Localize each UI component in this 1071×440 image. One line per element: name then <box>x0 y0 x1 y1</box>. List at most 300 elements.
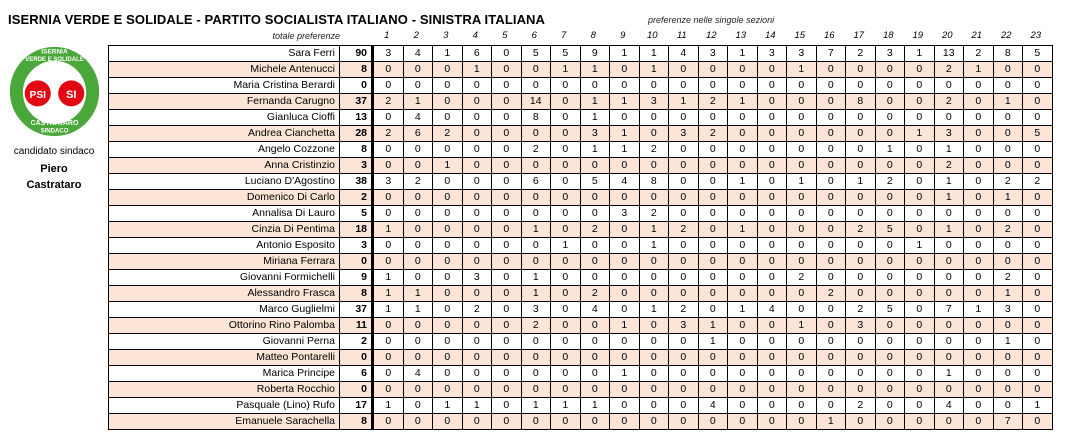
si-logo-text: SI <box>65 89 77 102</box>
section-value-cell: 0 <box>728 110 758 126</box>
section-value-cell: 0 <box>580 382 610 398</box>
section-value-cell: 0 <box>669 206 699 222</box>
section-value-cell: 1 <box>639 238 669 254</box>
section-value-cell: 0 <box>816 78 846 94</box>
total-cell: 8 <box>340 414 373 430</box>
section-value-cell: 0 <box>934 238 964 254</box>
section-value-cell: 0 <box>492 126 522 142</box>
section-value-cell: 0 <box>639 158 669 174</box>
section-value-cell: 2 <box>993 222 1023 238</box>
section-value-cell: 6 <box>462 46 492 62</box>
section-value-cell: 0 <box>728 190 758 206</box>
section-value-cell: 0 <box>816 238 846 254</box>
section-value-cell: 2 <box>433 126 463 142</box>
section-value-cell: 0 <box>492 414 522 430</box>
section-value-cell: 0 <box>875 206 905 222</box>
table-row <box>109 110 1053 126</box>
section-value-cell: 0 <box>403 318 433 334</box>
table-row <box>109 254 1053 270</box>
section-value-cell: 0 <box>757 78 787 94</box>
section-value-cell: 0 <box>551 78 581 94</box>
section-value-cell: 0 <box>964 414 994 430</box>
section-value-cell: 1 <box>639 222 669 238</box>
section-value-cell: 0 <box>964 206 994 222</box>
section-value-cell: 0 <box>846 366 876 382</box>
section-value-cell: 0 <box>551 190 581 206</box>
section-value-cell: 1 <box>846 174 876 190</box>
section-value-cell: 3 <box>993 302 1023 318</box>
section-value-cell: 1 <box>580 142 610 158</box>
section-value-cell: 0 <box>492 350 522 366</box>
section-value-cell: 0 <box>433 350 463 366</box>
section-value-cell: 0 <box>610 334 640 350</box>
section-value-cell: 1 <box>551 238 581 254</box>
section-value-cell: 0 <box>1023 270 1053 286</box>
section-value-cell: 0 <box>816 190 846 206</box>
section-value-cell: 1 <box>433 158 463 174</box>
section-value-cell: 0 <box>580 254 610 270</box>
total-cell: 90 <box>340 46 373 62</box>
section-value-cell: 1 <box>993 334 1023 350</box>
section-number: 21 <box>971 30 983 41</box>
section-value-cell: 0 <box>580 190 610 206</box>
section-value-cell: 0 <box>669 174 699 190</box>
section-value-cell: 4 <box>403 366 433 382</box>
candidate-name-cell: Gianluca Cioffi <box>109 110 340 126</box>
section-number: 18 <box>882 30 894 41</box>
table-row <box>109 126 1053 142</box>
section-value-cell: 0 <box>403 334 433 350</box>
section-value-cell: 0 <box>433 190 463 206</box>
section-value-cell: 0 <box>669 158 699 174</box>
section-value-cell: 3 <box>875 46 905 62</box>
section-value-cell: 0 <box>964 350 994 366</box>
section-value-cell: 0 <box>875 286 905 302</box>
total-cell: 3 <box>340 158 373 174</box>
section-value-cell: 0 <box>875 366 905 382</box>
section-value-cell: 0 <box>551 94 581 110</box>
section-value-cell: 0 <box>373 350 404 366</box>
section-value-cell: 1 <box>521 398 551 414</box>
section-value-cell: 0 <box>816 382 846 398</box>
section-value-cell: 0 <box>580 318 610 334</box>
section-value-cell: 0 <box>787 126 817 142</box>
candidate-name-cell: Matteo Pontarelli <box>109 350 340 366</box>
section-value-cell: 0 <box>934 270 964 286</box>
candidate-name-cell: Marica Principe <box>109 366 340 382</box>
section-value-cell: 0 <box>492 142 522 158</box>
section-value-cell: 1 <box>373 302 404 318</box>
section-value-cell: 0 <box>433 414 463 430</box>
section-value-cell: 0 <box>757 158 787 174</box>
table-row <box>109 366 1053 382</box>
table-row <box>109 302 1053 318</box>
section-value-cell: 0 <box>816 94 846 110</box>
section-value-cell: 1 <box>580 62 610 78</box>
section-value-cell: 0 <box>698 78 728 94</box>
section-value-cell: 0 <box>816 318 846 334</box>
section-value-cell: 0 <box>1023 286 1053 302</box>
section-value-cell: 0 <box>669 254 699 270</box>
candidate-name-cell: Annalisa Di Lauro <box>109 206 340 222</box>
candidate-name-cell: Pasquale (Lino) Rufo <box>109 398 340 414</box>
section-value-cell: 1 <box>728 94 758 110</box>
section-value-cell: 2 <box>816 286 846 302</box>
section-value-cell: 1 <box>639 62 669 78</box>
section-value-cell: 0 <box>698 158 728 174</box>
table-row <box>109 94 1053 110</box>
section-value-cell: 7 <box>934 302 964 318</box>
section-number: 10 <box>646 30 658 41</box>
section-value-cell: 0 <box>462 334 492 350</box>
section-value-cell: 0 <box>462 190 492 206</box>
section-value-cell: 0 <box>757 334 787 350</box>
section-value-cell: 1 <box>610 318 640 334</box>
section-value-cell: 0 <box>521 62 551 78</box>
section-value-cell: 9 <box>580 46 610 62</box>
section-value-cell: 0 <box>816 254 846 270</box>
section-value-cell: 4 <box>669 46 699 62</box>
section-value-cell: 0 <box>492 270 522 286</box>
section-value-cell: 0 <box>639 334 669 350</box>
section-value-cell: 0 <box>905 110 935 126</box>
section-value-cell: 0 <box>462 142 492 158</box>
section-value-cell: 0 <box>698 414 728 430</box>
candidate-name-cell: Alessandro Frasca <box>109 286 340 302</box>
total-cell: 8 <box>340 286 373 302</box>
section-value-cell: 0 <box>846 350 876 366</box>
section-value-cell: 0 <box>846 270 876 286</box>
section-value-cell: 0 <box>728 206 758 222</box>
section-value-cell: 0 <box>551 126 581 142</box>
section-value-cell: 0 <box>1023 254 1053 270</box>
section-value-cell: 0 <box>993 254 1023 270</box>
total-cell: 18 <box>340 222 373 238</box>
section-value-cell: 0 <box>728 142 758 158</box>
section-value-cell: 0 <box>403 78 433 94</box>
total-cell: 0 <box>340 78 373 94</box>
section-value-cell: 0 <box>934 286 964 302</box>
section-value-cell: 0 <box>1023 94 1053 110</box>
section-value-cell: 2 <box>639 206 669 222</box>
section-value-cell: 0 <box>757 94 787 110</box>
section-value-cell: 0 <box>1023 238 1053 254</box>
section-number: 8 <box>590 30 596 41</box>
section-value-cell: 0 <box>698 254 728 270</box>
section-value-cell: 0 <box>462 254 492 270</box>
section-value-cell: 0 <box>905 286 935 302</box>
table-row <box>109 382 1053 398</box>
section-value-cell: 1 <box>551 398 581 414</box>
section-value-cell: 0 <box>403 270 433 286</box>
section-value-cell: 0 <box>373 238 404 254</box>
section-value-cell: 0 <box>492 190 522 206</box>
section-value-cell: 2 <box>639 142 669 158</box>
candidate-first-name: Piero <box>40 163 68 175</box>
section-value-cell: 0 <box>757 174 787 190</box>
section-value-cell: 0 <box>610 350 640 366</box>
total-cell: 8 <box>340 62 373 78</box>
section-value-cell: 0 <box>934 414 964 430</box>
section-value-cell: 0 <box>580 350 610 366</box>
section-value-cell: 0 <box>669 414 699 430</box>
section-value-cell: 4 <box>580 302 610 318</box>
section-value-cell: 0 <box>698 238 728 254</box>
section-value-cell: 0 <box>403 254 433 270</box>
candidate-name-cell: Domenico Di Carlo <box>109 190 340 206</box>
section-value-cell: 0 <box>757 190 787 206</box>
section-value-cell: 0 <box>728 398 758 414</box>
section-value-cell: 0 <box>964 190 994 206</box>
section-value-cell: 0 <box>728 334 758 350</box>
section-value-cell: 0 <box>757 382 787 398</box>
section-value-cell: 0 <box>403 398 433 414</box>
section-value-cell: 0 <box>462 238 492 254</box>
section-value-cell: 0 <box>787 414 817 430</box>
section-value-cell: 0 <box>934 318 964 334</box>
section-value-cell: 0 <box>1023 334 1053 350</box>
section-value-cell: 3 <box>698 46 728 62</box>
section-value-cell: 0 <box>934 350 964 366</box>
section-value-cell: 2 <box>964 46 994 62</box>
section-value-cell: 0 <box>1023 78 1053 94</box>
section-value-cell: 0 <box>669 190 699 206</box>
section-value-cell: 0 <box>521 414 551 430</box>
section-value-cell: 0 <box>580 334 610 350</box>
total-cell: 17 <box>340 398 373 414</box>
section-value-cell: 0 <box>521 206 551 222</box>
section-value-cell: 0 <box>462 110 492 126</box>
table-row <box>109 414 1053 430</box>
section-value-cell: 0 <box>610 238 640 254</box>
section-value-cell: 0 <box>846 142 876 158</box>
total-header: totale preferenze <box>272 31 340 41</box>
table-row <box>109 206 1053 222</box>
section-value-cell: 0 <box>816 334 846 350</box>
section-value-cell: 0 <box>964 382 994 398</box>
section-value-cell: 0 <box>698 302 728 318</box>
section-value-cell: 0 <box>846 190 876 206</box>
section-value-cell: 0 <box>433 382 463 398</box>
section-number: 4 <box>472 30 478 41</box>
section-value-cell: 0 <box>993 78 1023 94</box>
section-value-cell: 0 <box>373 78 404 94</box>
section-value-cell: 2 <box>669 302 699 318</box>
section-value-cell: 0 <box>1023 302 1053 318</box>
section-value-cell: 0 <box>934 110 964 126</box>
section-value-cell: 0 <box>1023 222 1053 238</box>
section-value-cell: 1 <box>934 366 964 382</box>
section-value-cell: 0 <box>492 318 522 334</box>
section-value-cell: 1 <box>521 222 551 238</box>
section-value-cell: 0 <box>669 350 699 366</box>
section-value-cell: 0 <box>816 62 846 78</box>
section-value-cell: 0 <box>757 270 787 286</box>
section-value-cell: 0 <box>551 414 581 430</box>
candidate-name-cell: Anna Cristinzio <box>109 158 340 174</box>
section-value-cell: 0 <box>905 190 935 206</box>
section-value-cell: 3 <box>521 302 551 318</box>
page-title: ISERNIA VERDE E SOLIDALE - PARTITO SOCIALISTA ITALIANO - SINISTRA ITALIANA <box>8 12 546 27</box>
section-value-cell: 0 <box>492 222 522 238</box>
section-value-cell: 0 <box>669 382 699 398</box>
section-value-cell: 0 <box>551 366 581 382</box>
section-value-cell: 0 <box>993 62 1023 78</box>
section-value-cell: 0 <box>816 110 846 126</box>
section-value-cell: 0 <box>551 222 581 238</box>
section-value-cell: 0 <box>610 222 640 238</box>
section-value-cell: 0 <box>433 366 463 382</box>
section-value-cell: 2 <box>846 46 876 62</box>
section-value-cell: 8 <box>639 174 669 190</box>
section-value-cell: 1 <box>521 270 551 286</box>
section-value-cell: 0 <box>610 302 640 318</box>
section-value-cell: 0 <box>373 110 404 126</box>
section-value-cell: 0 <box>846 286 876 302</box>
section-value-cell: 1 <box>639 46 669 62</box>
section-value-cell: 0 <box>698 350 728 366</box>
section-value-cell: 0 <box>462 222 492 238</box>
section-number: 23 <box>1030 30 1042 41</box>
section-value-cell: 5 <box>1023 46 1053 62</box>
section-value-cell: 0 <box>462 318 492 334</box>
section-value-cell: 0 <box>934 206 964 222</box>
section-value-cell: 0 <box>728 238 758 254</box>
section-value-cell: 0 <box>551 110 581 126</box>
section-number: 12 <box>705 30 717 41</box>
total-cell: 3 <box>340 238 373 254</box>
total-cell: 28 <box>340 126 373 142</box>
section-value-cell: 0 <box>551 254 581 270</box>
section-value-cell: 0 <box>905 142 935 158</box>
candidate-name-cell: Andrea Cianchetta <box>109 126 340 142</box>
section-value-cell: 0 <box>373 62 404 78</box>
section-value-cell: 0 <box>521 350 551 366</box>
section-value-cell: 0 <box>698 110 728 126</box>
section-value-cell: 0 <box>433 78 463 94</box>
section-value-cell: 1 <box>403 302 433 318</box>
section-value-cell: 0 <box>639 382 669 398</box>
section-value-cell: 1 <box>669 94 699 110</box>
section-value-cell: 0 <box>610 382 640 398</box>
candidate-name-cell: Sara Ferri <box>109 46 340 62</box>
section-value-cell: 0 <box>905 270 935 286</box>
section-value-cell: 1 <box>580 94 610 110</box>
total-cell: 38 <box>340 174 373 190</box>
section-value-cell: 13 <box>934 46 964 62</box>
section-value-cell: 0 <box>580 238 610 254</box>
section-value-cell: 1 <box>993 286 1023 302</box>
section-value-cell: 0 <box>669 270 699 286</box>
section-value-cell: 0 <box>728 126 758 142</box>
section-value-cell: 0 <box>551 206 581 222</box>
section-value-cell: 0 <box>373 190 404 206</box>
section-value-cell: 0 <box>433 318 463 334</box>
section-value-cell: 2 <box>787 270 817 286</box>
section-value-cell: 0 <box>551 270 581 286</box>
section-value-cell: 0 <box>757 414 787 430</box>
section-value-cell: 0 <box>846 254 876 270</box>
section-value-cell: 0 <box>639 254 669 270</box>
section-value-cell: 1 <box>373 222 404 238</box>
section-value-cell: 0 <box>462 366 492 382</box>
section-value-cell: 0 <box>433 302 463 318</box>
section-value-cell: 0 <box>993 158 1023 174</box>
section-value-cell: 0 <box>787 350 817 366</box>
section-value-cell: 0 <box>757 142 787 158</box>
section-value-cell: 1 <box>639 302 669 318</box>
section-value-cell: 0 <box>846 62 876 78</box>
section-value-cell: 0 <box>698 366 728 382</box>
section-value-cell: 0 <box>551 350 581 366</box>
section-value-cell: 0 <box>1023 190 1053 206</box>
total-cell: 11 <box>340 318 373 334</box>
section-value-cell: 1 <box>964 302 994 318</box>
section-value-cell: 0 <box>816 174 846 190</box>
section-value-cell: 0 <box>787 190 817 206</box>
section-value-cell: 0 <box>462 206 492 222</box>
section-value-cell: 1 <box>373 398 404 414</box>
section-value-cell: 0 <box>875 414 905 430</box>
section-value-cell: 0 <box>905 302 935 318</box>
section-value-cell: 0 <box>964 238 994 254</box>
section-value-cell: 0 <box>492 78 522 94</box>
section-number: 20 <box>941 30 953 41</box>
section-value-cell: 0 <box>964 158 994 174</box>
section-value-cell: 0 <box>787 78 817 94</box>
section-value-cell: 5 <box>521 46 551 62</box>
section-value-cell: 0 <box>403 382 433 398</box>
section-value-cell: 0 <box>875 254 905 270</box>
section-value-cell: 0 <box>433 254 463 270</box>
section-value-cell: 0 <box>875 78 905 94</box>
section-value-cell: 0 <box>787 382 817 398</box>
section-value-cell: 0 <box>521 334 551 350</box>
section-value-cell: 0 <box>816 206 846 222</box>
section-value-cell: 1 <box>403 94 433 110</box>
table-row <box>109 222 1053 238</box>
table-row <box>109 334 1053 350</box>
candidate-last-name: Castrataro <box>26 179 82 191</box>
section-value-cell: 2 <box>580 286 610 302</box>
section-number: 7 <box>561 30 567 41</box>
logo-bottom-text-2: SINDACO <box>40 128 69 135</box>
section-value-cell: 0 <box>875 158 905 174</box>
section-value-cell: 0 <box>993 142 1023 158</box>
section-value-cell: 2 <box>846 302 876 318</box>
section-value-cell: 3 <box>580 126 610 142</box>
section-value-cell: 0 <box>433 238 463 254</box>
total-cell: 37 <box>340 302 373 318</box>
section-value-cell: 1 <box>580 110 610 126</box>
section-value-cell: 0 <box>875 270 905 286</box>
section-value-cell: 0 <box>728 366 758 382</box>
candidate-name-cell: Miriana Ferrara <box>109 254 340 270</box>
section-value-cell: 1 <box>373 270 404 286</box>
section-value-cell: 4 <box>934 398 964 414</box>
section-value-cell: 0 <box>964 126 994 142</box>
section-value-cell: 0 <box>757 350 787 366</box>
section-value-cell: 0 <box>964 254 994 270</box>
section-value-cell: 0 <box>905 318 935 334</box>
section-value-cell: 1 <box>787 174 817 190</box>
candidate-name-cell: Fernanda Carugno <box>109 94 340 110</box>
section-value-cell: 2 <box>993 270 1023 286</box>
section-value-cell: 4 <box>698 398 728 414</box>
section-value-cell: 0 <box>757 110 787 126</box>
section-value-cell: 1 <box>610 94 640 110</box>
section-value-cell: 0 <box>875 334 905 350</box>
